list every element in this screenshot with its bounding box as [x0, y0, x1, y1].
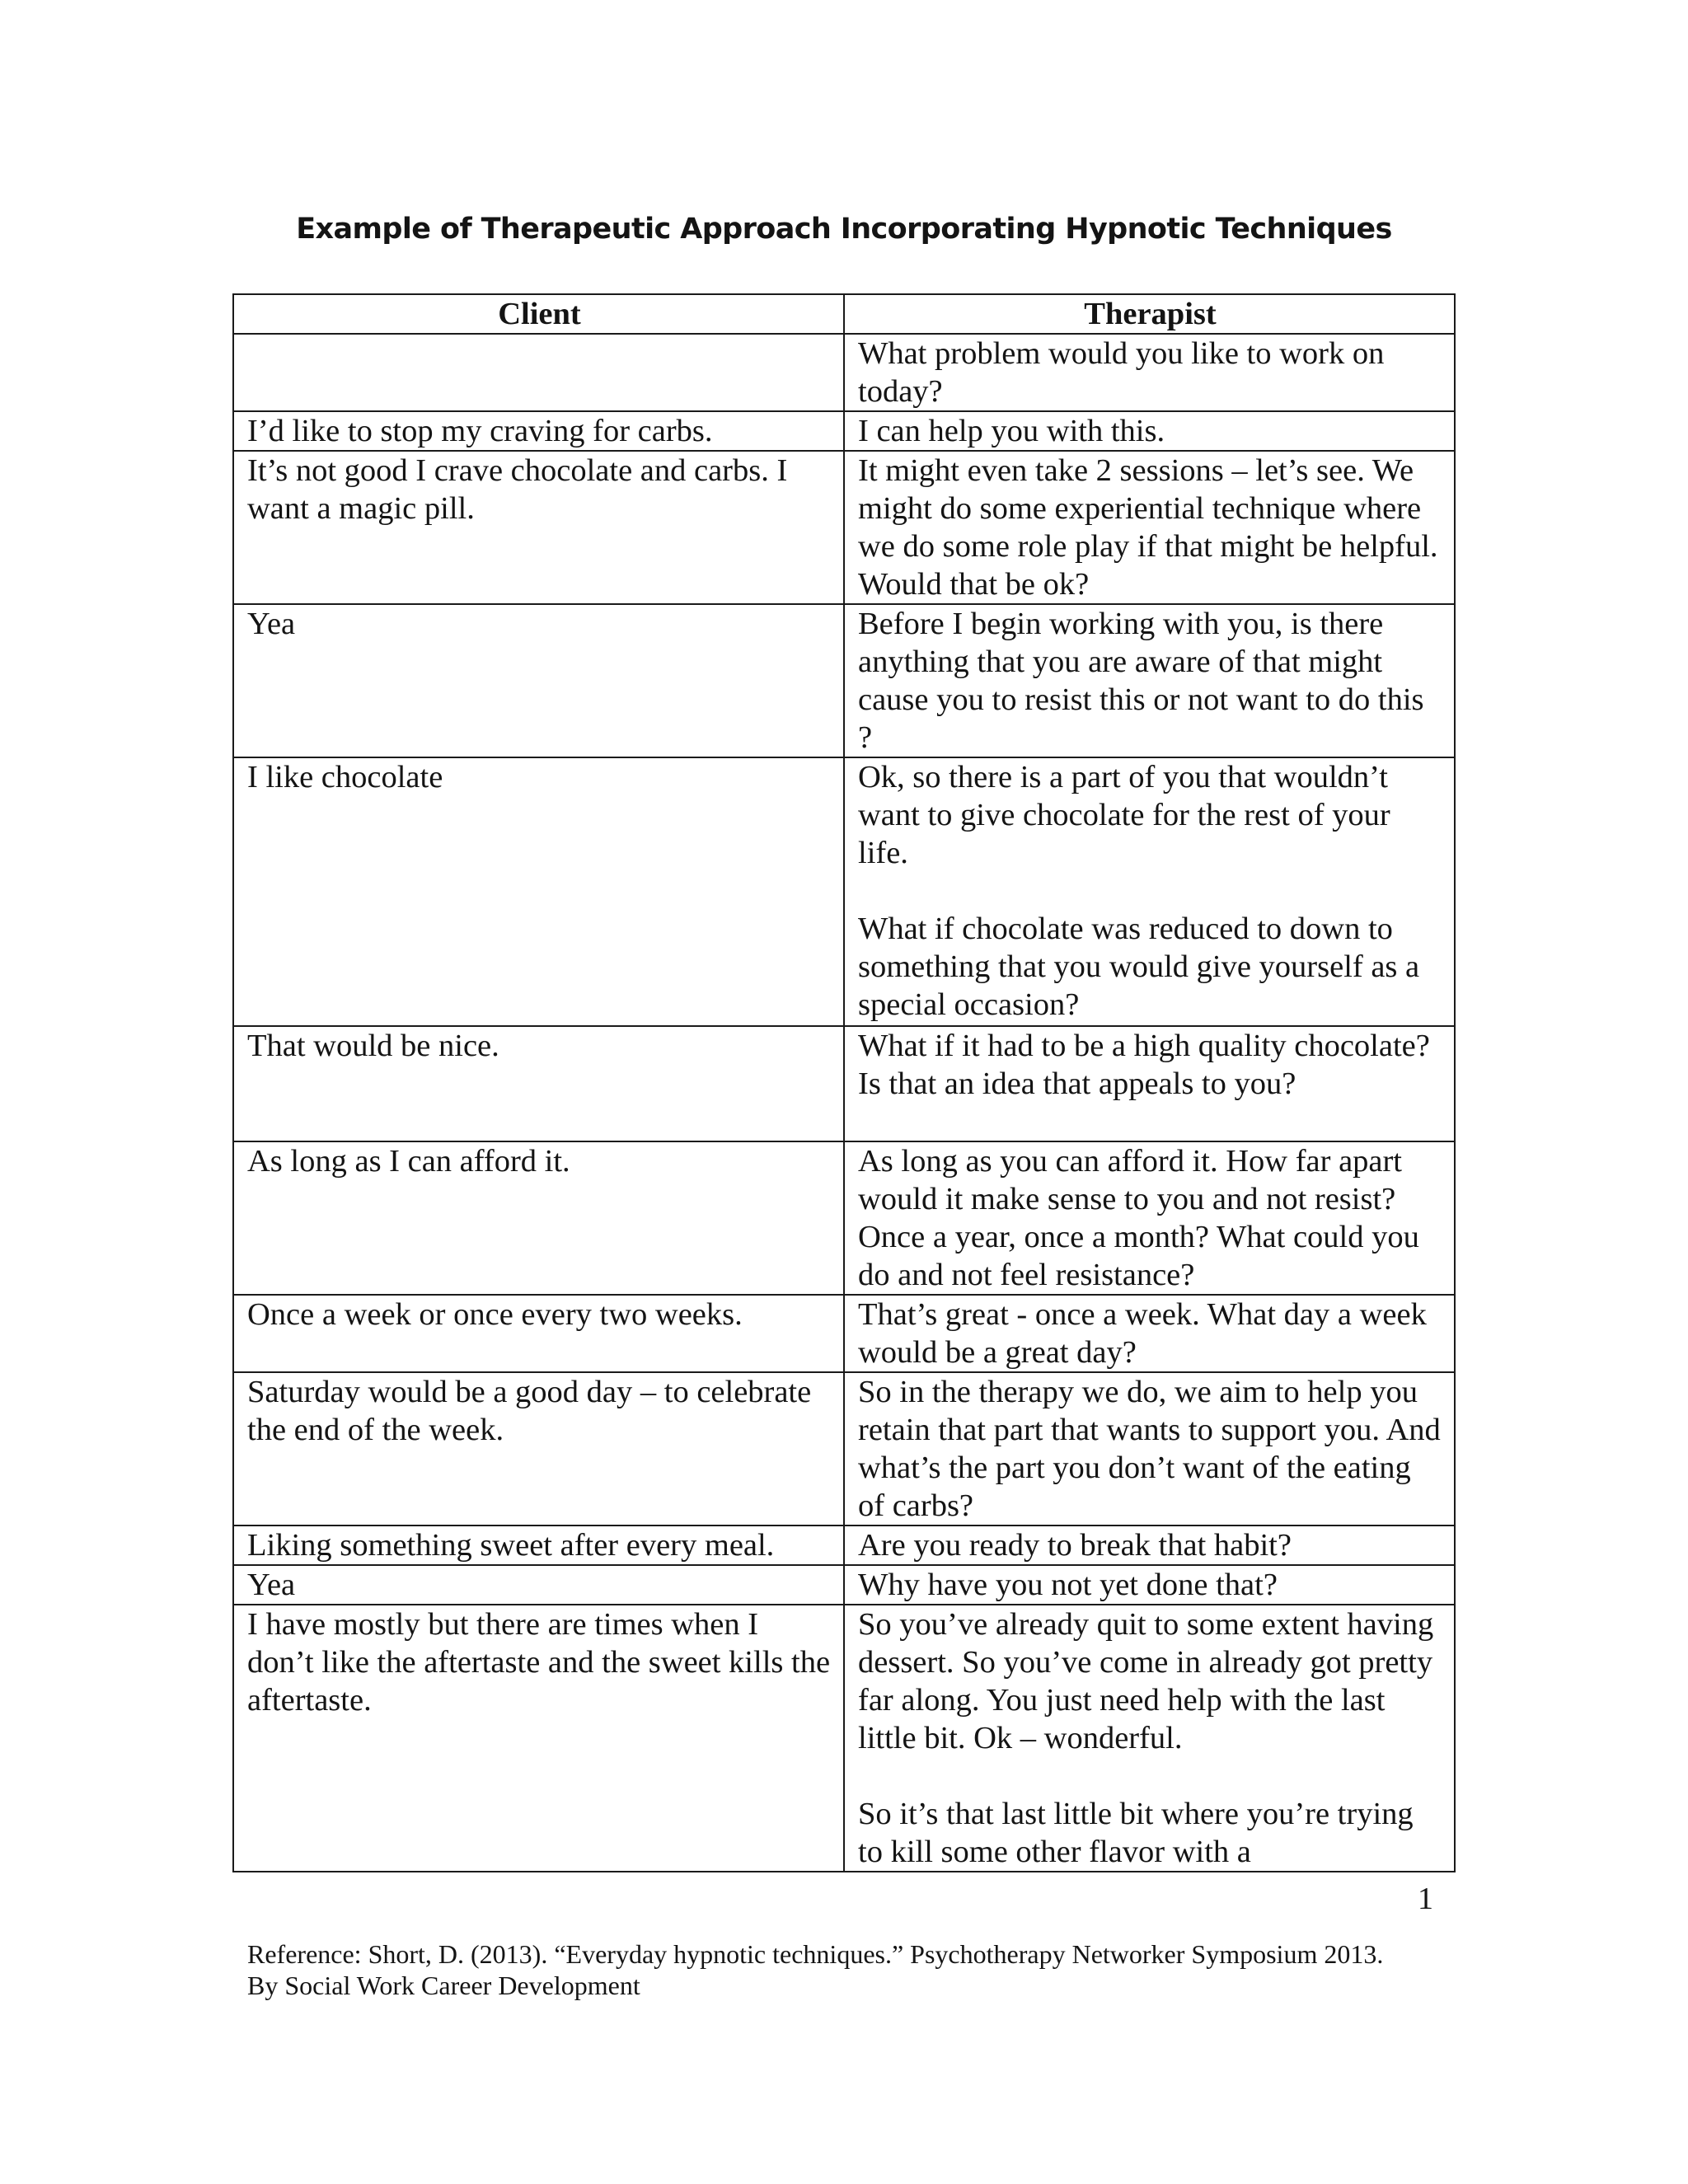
therapist-cell: [844, 1565, 1455, 1605]
therapist-text: So you’ve already quit to some extent having dessert. So you’ve come in already got pretty far along. You just need help with the last little bit. Ok – wonderful. So it’s that last little bit where you’re trying to kill some other flavor with a: [858, 1607, 1434, 1869]
client-cell: [233, 757, 844, 1026]
therapist-text: What if it had to be a high quality chocolate? Is that an idea that appeals to you?: [858, 1029, 1430, 1101]
column-header-client: Client: [233, 294, 844, 334]
document-title: Example of Therapeutic Approach Incorporating Hypnotic Techniques: [296, 213, 1392, 246]
client-text: It’s not good I crave chocolate and carbs. I want a magic pill.: [247, 453, 788, 526]
client-cell: [233, 1372, 844, 1526]
therapist-text: Why have you not yet done that?: [858, 1568, 1278, 1602]
client-cell: [233, 1605, 844, 1872]
therapist-text: Before I begin working with you, is there anything that you are aware of that might cause you to resist this or not want to do this ?: [858, 607, 1424, 755]
client-cell: [233, 1295, 844, 1372]
therapist-text: Are you ready to break that habit?: [858, 1528, 1292, 1563]
therapist-text: That’s great - once a week. What day a week would be a great day?: [858, 1297, 1427, 1370]
table-row: [233, 334, 1455, 411]
client-text: Saturday would be a good day – to celebrate the end of the week.: [247, 1375, 812, 1447]
client-cell: [233, 1526, 844, 1565]
client-cell: [233, 1026, 844, 1141]
table-row: [233, 1565, 1455, 1605]
therapist-text: As long as you can afford it. How far apart would it make sense to you and not resist? Once a year, once a month? What could you do and not feel resistance?: [858, 1144, 1419, 1292]
table-row: [233, 451, 1455, 604]
therapist-cell: [844, 411, 1455, 451]
therapist-text: I can help you with this.: [858, 414, 1165, 448]
client-cell: [233, 1141, 844, 1295]
therapist-text: So in the therapy we do, we aim to help you retain that part that wants to support you. And what’s the part you don’t want of the eating of carbs?: [858, 1375, 1441, 1523]
table-row: [233, 1526, 1455, 1565]
therapist-text: Ok, so there is a part of you that wouldn’t want to give chocolate for the rest of your life. What if chocolate was reduced to down to something that you would give yourself as a special occasion?: [858, 760, 1420, 1022]
therapist-cell: [844, 1141, 1455, 1295]
table-header-row: [233, 294, 1455, 334]
table-row: [233, 1026, 1455, 1141]
therapist-text: What problem would you like to work on today?: [858, 336, 1385, 409]
client-text: Yea: [247, 607, 296, 641]
client-text: I have mostly but there are times when I don’t like the aftertaste and the sweet kills the aftertaste.: [247, 1607, 831, 1718]
reference-citation: Reference: Short, D. (2013). “Everyday hypnotic techniques.” Psychotherapy Networker Symposium 2013.: [247, 1939, 1384, 1969]
therapist-cell: [844, 1295, 1455, 1372]
client-cell: [233, 604, 844, 757]
therapist-cell: [844, 1026, 1455, 1141]
client-text: As long as I can afford it.: [247, 1144, 570, 1179]
therapist-cell: [844, 1526, 1455, 1565]
page-number: 1: [1418, 1882, 1433, 1916]
therapist-cell: [844, 1372, 1455, 1526]
client-cell: [233, 334, 844, 411]
table-row: [233, 757, 1455, 1026]
table-row: [233, 1605, 1455, 1872]
table-row: [233, 1295, 1455, 1372]
reference-footer: [247, 1938, 1383, 2001]
column-header-therapist: Therapist: [844, 294, 1455, 334]
table-row: [233, 1141, 1455, 1295]
dialogue-table: [232, 293, 1456, 1872]
client-cell: [233, 451, 844, 604]
client-text: Yea: [247, 1568, 296, 1602]
client-text: Liking something sweet after every meal.: [247, 1528, 775, 1563]
byline: By Social Work Career Development: [247, 1971, 640, 2000]
therapist-cell: [844, 334, 1455, 411]
client-text: I’d like to stop my craving for carbs.: [247, 414, 713, 448]
client-text: Once a week or once every two weeks.: [247, 1297, 743, 1332]
therapist-cell: [844, 757, 1455, 1026]
table-row: [233, 604, 1455, 757]
client-cell: [233, 1565, 844, 1605]
client-text: That would be nice.: [247, 1029, 499, 1063]
table-row: [233, 1372, 1455, 1526]
client-cell: [233, 411, 844, 451]
therapist-text: It might even take 2 sessions – let’s see. We might do some experiential technique where we do some role play if that might be helpful. Would that be ok?: [858, 453, 1438, 602]
client-text: I like chocolate: [247, 760, 443, 794]
therapist-cell: [844, 604, 1455, 757]
therapist-cell: [844, 1605, 1455, 1872]
therapist-cell: [844, 451, 1455, 604]
table-row: [233, 411, 1455, 451]
